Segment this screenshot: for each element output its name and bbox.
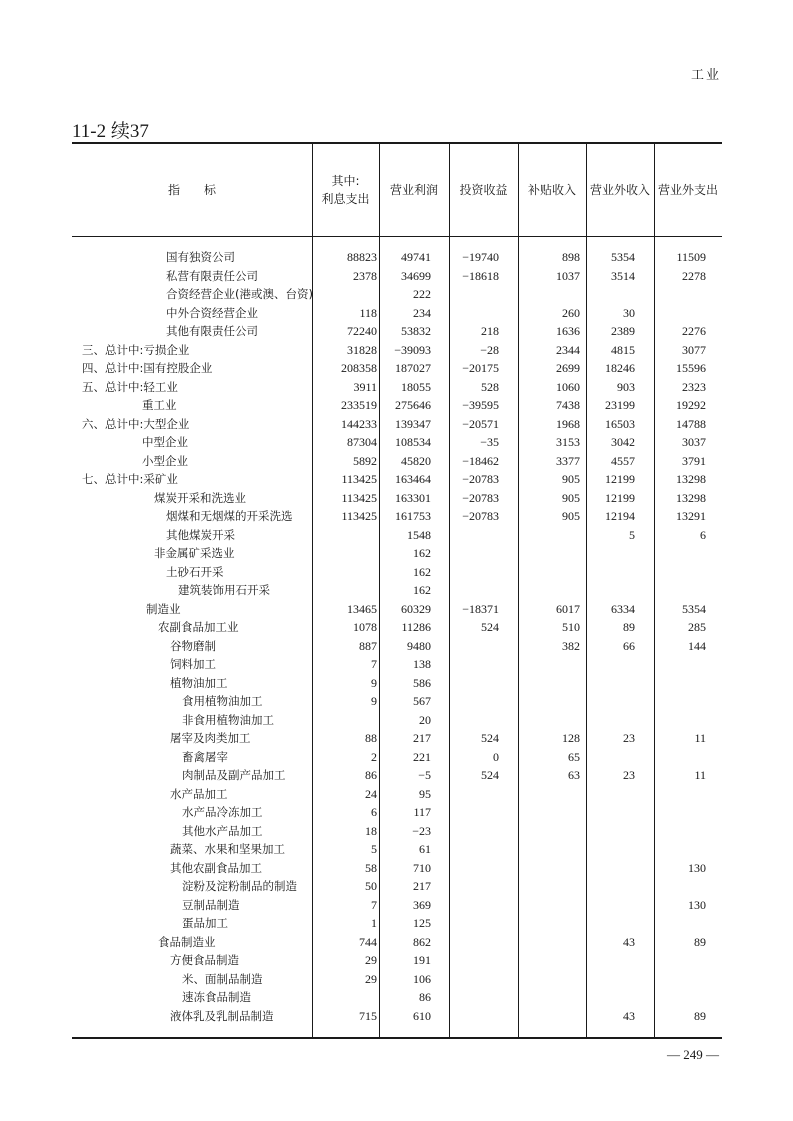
row-label: 水产品加工	[170, 786, 228, 801]
row-label: 畜禽屠宰	[182, 749, 228, 764]
row-value: −18371	[462, 601, 499, 616]
column-header-2	[379, 144, 449, 236]
row-label: 其他农副食品加工	[170, 860, 262, 875]
row-value: 144	[688, 638, 706, 653]
row-value: 905	[562, 472, 580, 486]
table-row	[72, 933, 722, 952]
row-value: 138	[413, 657, 431, 671]
row-value: 275646	[395, 398, 431, 412]
row-value: 29	[365, 971, 377, 986]
row-value: 29	[365, 953, 377, 967]
row-value: 187027	[395, 361, 431, 375]
row-value: 89	[694, 1008, 706, 1023]
column-header-3	[449, 144, 518, 236]
row-value: 66	[623, 638, 635, 653]
row-value: 13298	[676, 472, 706, 486]
row-value: 89	[623, 620, 635, 634]
row-value: 222	[413, 287, 431, 301]
table-row	[72, 452, 722, 471]
table-row	[72, 637, 722, 656]
table-row	[72, 267, 722, 286]
row-value: 50	[365, 879, 377, 893]
table-row	[72, 822, 722, 841]
row-value: 63	[568, 768, 580, 782]
row-value: 144233	[341, 416, 377, 431]
table-row	[72, 396, 722, 415]
row-value: 14788	[676, 416, 706, 431]
row-value: 3077	[682, 342, 706, 357]
table-row	[72, 322, 722, 341]
row-value: 7438	[556, 398, 580, 412]
row-value: 528	[481, 379, 499, 394]
row-value: 128	[562, 731, 580, 745]
row-value: −19740	[462, 250, 499, 264]
row-value: 125	[413, 916, 431, 930]
row-value: 113425	[341, 472, 377, 486]
page-number: — 249 —	[667, 1047, 719, 1062]
table-row	[72, 748, 722, 767]
row-value: 113425	[341, 509, 377, 523]
row-value: 567	[413, 694, 431, 708]
row-value: 6	[700, 527, 706, 542]
row-value: 161753	[395, 509, 431, 523]
table-row	[72, 581, 722, 600]
row-value: 233519	[341, 398, 377, 412]
table-row	[72, 470, 722, 489]
table-row	[72, 341, 722, 360]
row-value: 43	[623, 934, 635, 949]
row-label: 国有独资公司	[166, 250, 235, 264]
row-value: 1078	[353, 620, 377, 634]
row-label: 液体乳及乳制品制造	[170, 1008, 274, 1023]
row-label: 蔬菜、水果和坚果加工	[170, 842, 285, 856]
row-value: 12199	[605, 490, 635, 505]
row-value: 9	[371, 675, 377, 690]
row-value: 1548	[407, 527, 431, 542]
row-value: 0	[493, 749, 499, 764]
table-bottom-rule	[72, 1037, 722, 1039]
row-value: 905	[562, 509, 580, 523]
row-label: 五、总计中:轻工业	[82, 379, 178, 394]
row-value: 3037	[682, 435, 706, 449]
row-label: 谷物磨制	[170, 638, 216, 653]
row-value: 285	[688, 620, 706, 634]
table-title: 11-2 续37	[72, 121, 149, 142]
row-value: 34699	[401, 268, 431, 283]
row-value: 524	[481, 620, 499, 634]
row-value: 30	[623, 305, 635, 320]
row-value: 60329	[401, 601, 431, 616]
row-value: −20783	[462, 472, 499, 486]
row-value: 13291	[676, 509, 706, 523]
row-value: −39595	[462, 398, 499, 412]
row-value: 382	[562, 638, 580, 653]
row-label: 水产品冷冻加工	[182, 805, 263, 819]
row-value: 191	[413, 953, 431, 967]
row-label: 煤炭开采和洗选业	[154, 490, 246, 505]
row-value: 45820	[401, 453, 431, 468]
section-header: 工业	[690, 68, 721, 83]
row-value: 862	[413, 934, 431, 949]
row-value: 23	[623, 768, 635, 782]
table-row	[72, 618, 722, 637]
row-value: 2378	[353, 268, 377, 283]
row-value: 113425	[341, 490, 377, 505]
row-value: 58	[365, 860, 377, 875]
table-row	[72, 489, 722, 508]
row-value: 5	[371, 842, 377, 856]
row-value: 12194	[605, 509, 635, 523]
table-row	[72, 600, 722, 619]
row-value: 5	[629, 527, 635, 542]
row-value: 234	[413, 305, 431, 320]
row-label: 食用植物油加工	[182, 694, 263, 708]
row-value: 89	[694, 934, 706, 949]
row-value: 15596	[676, 361, 706, 375]
table-row	[72, 563, 722, 582]
row-label: 米、面制品制造	[182, 971, 263, 986]
row-value: −20783	[462, 490, 499, 505]
row-value: 162	[413, 564, 431, 579]
row-value: −35	[480, 435, 499, 449]
row-value: −18462	[462, 453, 499, 468]
row-value: 710	[413, 860, 431, 875]
table-row	[72, 544, 722, 563]
table-row	[72, 914, 722, 933]
row-value: 9480	[407, 638, 431, 653]
row-label: 土砂石开采	[166, 564, 224, 579]
row-value: 88	[365, 731, 377, 745]
row-value: 369	[413, 897, 431, 912]
column-header-6	[654, 144, 722, 236]
table-row	[72, 1007, 722, 1026]
table-row	[72, 674, 722, 693]
table-row	[72, 766, 722, 785]
row-label: 制造业	[146, 601, 181, 616]
row-value: 903	[617, 379, 635, 394]
column-header-0	[72, 144, 312, 236]
row-value: 117	[413, 805, 431, 819]
row-value: 4557	[611, 453, 635, 468]
row-value: 2389	[611, 324, 635, 338]
row-value: 65	[568, 749, 580, 764]
row-value: 61	[419, 842, 431, 856]
header-bottom-rule	[72, 236, 722, 237]
row-value: 130	[688, 897, 706, 912]
row-value: 1	[371, 916, 377, 930]
row-value: 524	[481, 768, 499, 782]
column-header-5	[586, 144, 654, 236]
row-label: 淀粉及淀粉制品的制造	[182, 879, 297, 893]
table-row	[72, 526, 722, 545]
row-value: 16503	[605, 416, 635, 431]
row-label: 饲料加工	[170, 657, 216, 671]
row-label: 中型企业	[142, 435, 188, 449]
table-row	[72, 655, 722, 674]
row-value: 2323	[682, 379, 706, 394]
row-value: 163464	[395, 472, 431, 486]
row-value: 6	[371, 805, 377, 819]
row-value: 108534	[395, 435, 431, 449]
row-value: 5354	[611, 250, 635, 264]
data-table	[72, 142, 722, 1040]
row-value: −20175	[462, 361, 499, 375]
row-value: 260	[562, 305, 580, 320]
row-label: 其他有限责任公司	[166, 324, 258, 338]
row-value: 218	[481, 324, 499, 338]
row-label: 食品制造业	[158, 934, 216, 949]
row-label: 农副食品加工业	[158, 620, 239, 634]
row-label: 方便食品制造	[170, 953, 239, 967]
row-value: 3042	[611, 435, 635, 449]
row-value: 1636	[556, 324, 580, 338]
row-label: 肉制品及副产品加工	[182, 768, 286, 782]
row-value: 905	[562, 490, 580, 505]
row-label: 小型企业	[142, 453, 188, 468]
row-value: 118	[359, 305, 377, 320]
row-value: 13298	[676, 490, 706, 505]
row-value: 13465	[347, 601, 377, 616]
row-value: 23	[623, 731, 635, 745]
row-value: 610	[413, 1008, 431, 1023]
row-value: 898	[562, 250, 580, 264]
row-value: 11509	[676, 250, 706, 264]
row-value: 6334	[611, 601, 635, 616]
row-value: 7	[371, 657, 377, 671]
table-row	[72, 285, 722, 304]
row-value: 1968	[556, 416, 580, 431]
row-value: 163301	[395, 490, 431, 505]
column-header-4	[518, 144, 586, 236]
row-value: 6017	[556, 601, 580, 616]
row-value: 31828	[347, 342, 377, 357]
table-row	[72, 433, 722, 452]
row-value: 3911	[353, 379, 377, 394]
table-row	[72, 951, 722, 970]
row-value: 11286	[401, 620, 431, 634]
row-value: 7	[371, 897, 377, 912]
row-value: 744	[359, 934, 377, 949]
table-body	[72, 248, 722, 1025]
column-header-text: 其中:	[331, 174, 360, 188]
row-value: 11	[694, 768, 706, 782]
row-value: 3514	[611, 268, 635, 283]
row-value: 5892	[353, 453, 377, 468]
row-value: 208358	[341, 361, 377, 375]
table-row	[72, 877, 722, 896]
row-value: 3153	[556, 435, 580, 449]
row-value: 18055	[401, 379, 431, 394]
row-value: 106	[413, 971, 431, 986]
row-label: 七、总计中:采矿业	[82, 472, 178, 486]
row-value: 2276	[682, 324, 706, 338]
row-value: 162	[413, 583, 431, 597]
row-label: 建筑装饰用石开采	[178, 583, 270, 597]
row-label: 非食用植物油加工	[182, 712, 274, 727]
row-value: −23	[412, 823, 431, 838]
row-value: 3791	[682, 453, 706, 468]
row-value: 510	[562, 620, 580, 634]
table-row	[72, 692, 722, 711]
row-value: −18618	[462, 268, 499, 283]
column-header-1	[312, 144, 379, 236]
row-value: 88823	[347, 250, 377, 264]
row-label: 屠宰及肉类加工	[170, 731, 251, 745]
row-value: 19292	[676, 398, 706, 412]
row-value: 130	[688, 860, 706, 875]
row-value: −39093	[394, 342, 431, 357]
row-value: 9	[371, 694, 377, 708]
table-row	[72, 711, 722, 730]
row-value: 3377	[556, 453, 580, 468]
column-header-text: 营业外收入	[589, 183, 650, 197]
table-row	[72, 359, 722, 378]
table-row	[72, 988, 722, 1007]
row-value: 4815	[611, 342, 635, 357]
row-value: 23199	[605, 398, 635, 412]
row-label: 重工业	[142, 398, 177, 412]
row-label: 合资经营企业(港或澳、台资)	[166, 287, 313, 301]
column-header-text: 补贴收入	[527, 183, 576, 197]
row-label: 三、总计中:亏损企业	[82, 342, 190, 357]
row-value: 524	[481, 731, 499, 745]
row-value: 49741	[401, 250, 431, 264]
row-label: 非金属矿采选业	[154, 546, 235, 560]
row-value: 2278	[682, 268, 706, 283]
row-label: 植物油加工	[170, 675, 228, 690]
column-header-text: 指 标	[167, 183, 216, 197]
table-row	[72, 248, 722, 267]
column-header-text: 营业外支出	[657, 183, 718, 197]
table-row	[72, 415, 722, 434]
table-row	[72, 803, 722, 822]
table-row	[72, 970, 722, 989]
row-value: 1037	[556, 268, 580, 283]
row-value: 586	[413, 675, 431, 690]
row-value: 139347	[395, 416, 431, 431]
table-row	[72, 896, 722, 915]
table-row	[72, 304, 722, 323]
row-label: 六、总计中:大型企业	[82, 416, 190, 431]
table-row	[72, 729, 722, 748]
row-value: 86	[365, 768, 377, 782]
row-label: 四、总计中:国有控股企业	[82, 361, 213, 375]
row-label: 蛋品加工	[182, 916, 228, 930]
row-label: 其他煤炭开采	[166, 527, 235, 542]
column-header-text: 营业利润	[389, 183, 438, 197]
row-label: 烟煤和无烟煤的开采洗选	[166, 509, 293, 523]
row-value: 217	[413, 879, 431, 893]
row-value: 12199	[605, 472, 635, 486]
row-value: −5	[418, 768, 431, 782]
row-label: 中外合资经营企业	[166, 305, 258, 320]
row-label: 私营有限责任公司	[166, 268, 258, 283]
row-value: 20	[419, 712, 431, 727]
row-value: −20571	[462, 416, 499, 431]
row-label: 速冻食品制造	[182, 990, 251, 1004]
row-value: 1060	[556, 379, 580, 394]
row-value: 887	[359, 638, 377, 653]
table-row	[72, 378, 722, 397]
column-header-text: 利息支出	[321, 192, 370, 206]
row-value: 162	[413, 546, 431, 560]
row-label: 豆制品制造	[182, 897, 240, 912]
row-value: 87304	[347, 435, 377, 449]
row-value: 11	[694, 731, 706, 745]
row-value: 53832	[401, 324, 431, 338]
row-value: 95	[419, 786, 431, 801]
row-value: −28	[480, 342, 499, 357]
row-value: 43	[623, 1008, 635, 1023]
row-label: 其他水产品加工	[182, 823, 263, 838]
row-value: 72240	[347, 324, 377, 338]
row-value: 18	[365, 823, 377, 838]
row-value: 2	[371, 749, 377, 764]
row-value: 5354	[682, 601, 706, 616]
row-value: 18246	[605, 361, 635, 375]
row-value: 86	[419, 990, 431, 1004]
row-value: 715	[359, 1008, 377, 1023]
table-row	[72, 507, 722, 526]
column-header-text: 投资收益	[459, 183, 508, 197]
row-value: 217	[413, 731, 431, 745]
row-value: 2344	[556, 342, 580, 357]
row-value: 24	[365, 786, 377, 801]
row-value: −20783	[462, 509, 499, 523]
row-value: 221	[413, 749, 431, 764]
table-row	[72, 840, 722, 859]
table-row	[72, 859, 722, 878]
table-row	[72, 785, 722, 804]
row-value: 2699	[556, 361, 580, 375]
